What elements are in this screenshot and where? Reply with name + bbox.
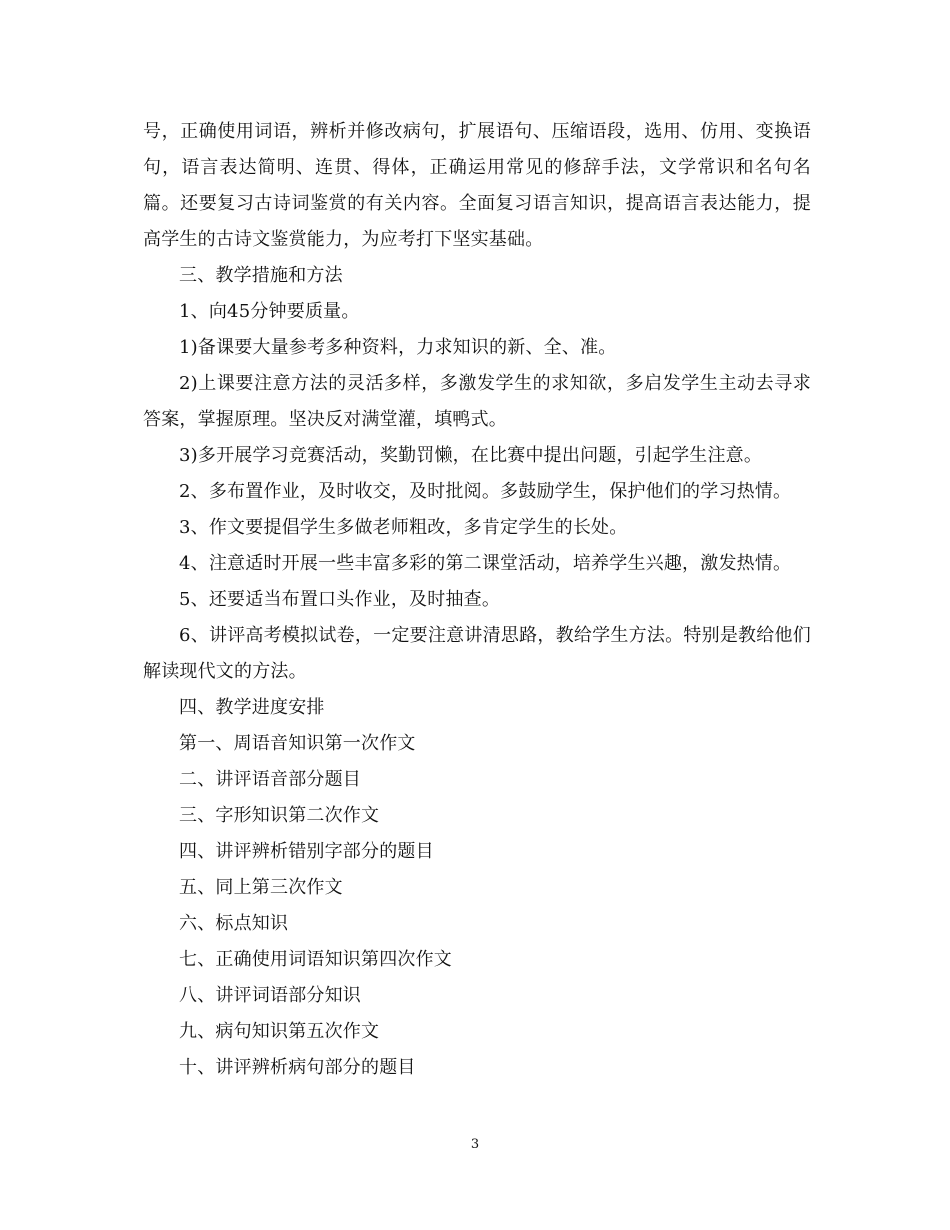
- paragraph-2: 1、向45分钟要质量。: [179, 301, 360, 322]
- paragraph-10: 6、讲评高考模拟试卷，一定要注意讲清思路，教给学生方法。特别是教给他们解读现代文的方法。: [143, 625, 811, 682]
- document-body: [143, 114, 811, 1086]
- paragraph-0: 号，正确使用词语，辨析并修改病句，扩展语句、压缩语段，选用、仿用、变换语句，语言表达简明、连贯、得体，正确运用常见的修辞手法，文学常识和名句名篇。还要复习古诗词鉴赏的有关内容。全面复习语言知识，提高语言表达能力，提高学生的古诗文鉴赏能力，为应考打下坚实基础。: [143, 121, 811, 250]
- schedule-item-3: 三、字形知识第二次作文: [179, 805, 380, 826]
- page-number: 3: [470, 1137, 480, 1152]
- section-heading-schedule: 四、教学进度安排: [179, 697, 325, 718]
- paragraph-9: 5、还要适当布置口头作业，及时抽查。: [179, 589, 501, 610]
- schedule-item-1: 第一、周语音知识第一次作文: [179, 733, 416, 754]
- schedule-item-5: 五、同上第三次作文: [179, 877, 343, 898]
- schedule-item-8: 八、讲评词语部分知识: [179, 985, 361, 1006]
- paragraph-4: 2)上课要注意方法的灵活多样，多激发学生的求知欲，多启发学生主动去寻求答案，掌握原理。坚决反对满堂灌，填鸭式。: [143, 373, 811, 430]
- schedule-item-9: 九、病句知识第五次作文: [179, 1021, 380, 1042]
- schedule-item-4: 四、讲评辨析错别字部分的题目: [179, 841, 434, 862]
- paragraph-7: 3、作文要提倡学生多做老师粗改，多肯定学生的长处。: [179, 517, 628, 538]
- paragraph-6: 2、多布置作业，及时收交，及时批阅。多鼓励学生，保护他们的学习热情。: [179, 481, 792, 502]
- schedule-item-2: 二、讲评语音部分题目: [179, 769, 361, 790]
- section-heading-teaching-measures: 三、教学措施和方法: [179, 265, 343, 286]
- paragraph-3: 1)备课要大量参考多种资料，力求知识的新、全、准。: [179, 337, 617, 358]
- paragraph-5: 3)多开展学习竞赛活动，奖勤罚懒，在比赛中提出问题，引起学生注意。: [179, 445, 763, 466]
- schedule-item-10: 十、讲评辨析病句部分的题目: [179, 1057, 416, 1078]
- schedule-item-6: 六、标点知识: [179, 913, 289, 934]
- paragraph-8: 4、注意适时开展一些丰富多彩的第二课堂活动，培养学生兴趣，激发热情。: [179, 553, 792, 574]
- schedule-item-7: 七、正确使用词语知识第四次作文: [179, 949, 452, 970]
